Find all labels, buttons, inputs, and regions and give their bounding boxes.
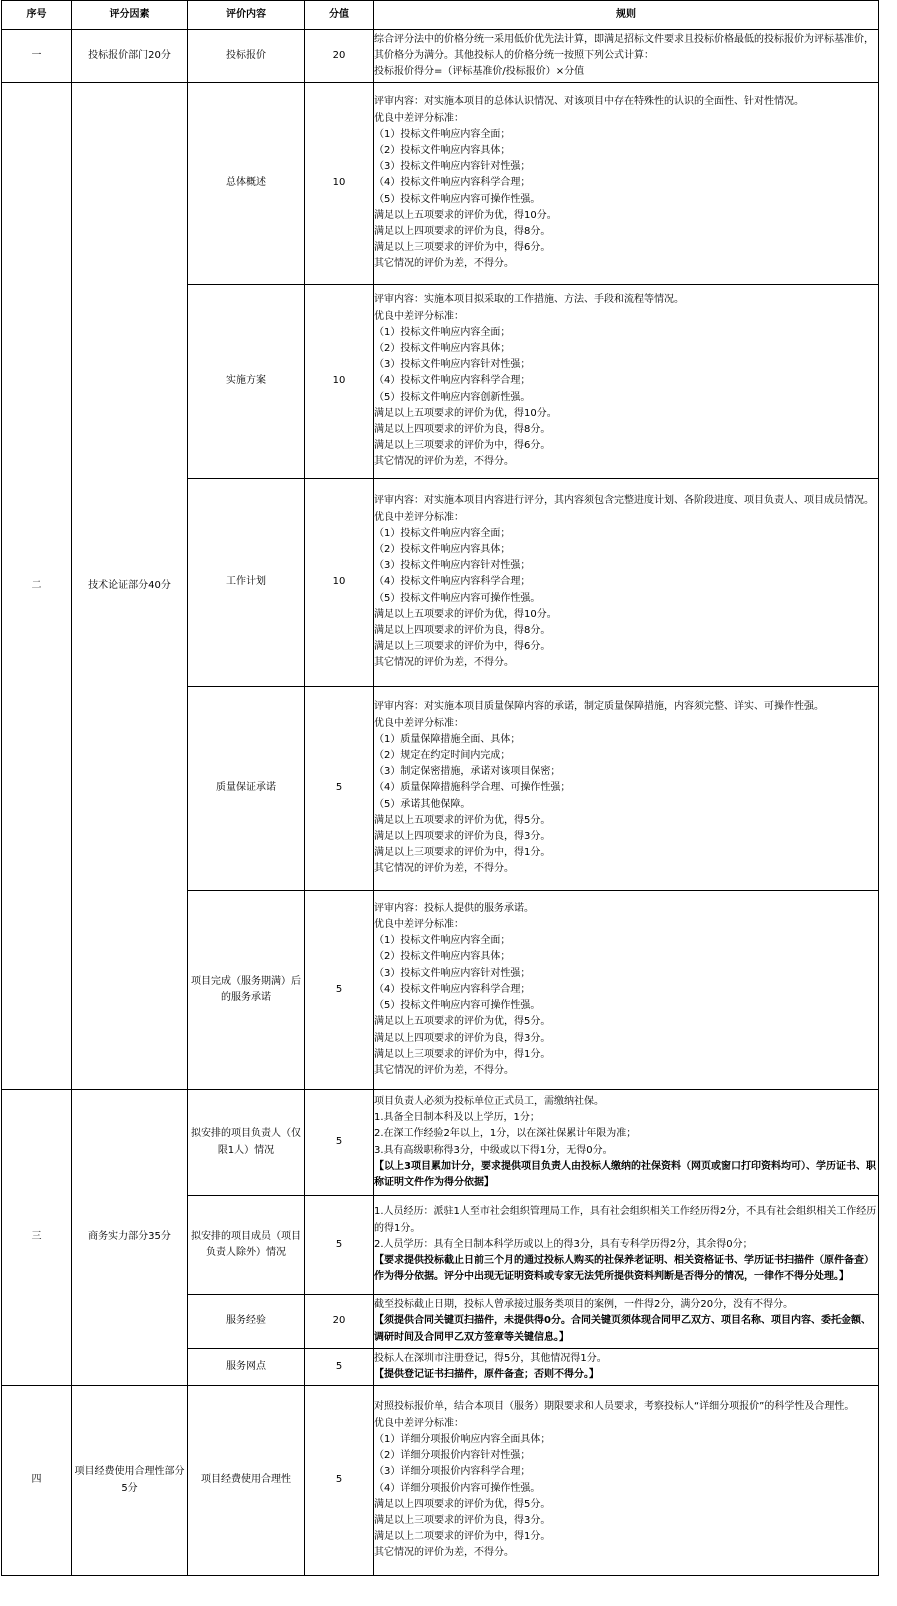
rule-line: （4）投标文件响应内容科学合理； [374, 983, 531, 995]
rule-line: （1）质量保障措施全面、具体； [374, 733, 521, 745]
score-value: 10 [305, 285, 374, 479]
rules-cell [374, 30, 879, 83]
rule-line: 满足以上四项要求的评价为优，得5分。 [374, 1498, 551, 1510]
table-row [2, 1386, 879, 1576]
evaluation-content: 项目完成（服务期满）后的服务承诺 [188, 891, 305, 1090]
rule-line: 评审内容：实施本项目拟采取的工作措施、方法、手段和流程等情况。 [374, 294, 684, 306]
rule-line: 满足以上三项要求的评价为中，得1分。 [374, 1048, 551, 1060]
rule-line: 其它情况的评价为差，不得分。 [374, 1064, 514, 1076]
section-number: 二 [2, 83, 72, 1090]
rule-line: 满足以上三项要求的评价为中，得6分。 [374, 440, 551, 452]
rule-line: （5）投标文件响应内容创新性强。 [374, 391, 531, 403]
rules-cell [374, 1196, 879, 1295]
rule-line: （2）规定在约定时间内完成； [374, 749, 511, 761]
rule-line: （1）详细分项报价响应内容全面具体； [374, 1433, 551, 1445]
rule-line: 评审内容：投标人提供的服务承诺。 [374, 902, 534, 914]
rule-line: 评审内容：对实施本项目的总体认识情况、对该项目中存在特殊性的认识的全面性、针对性情况。 [374, 96, 804, 108]
rule-line: 其它情况的评价为差，不得分。 [374, 863, 514, 875]
rule-line: 满足以上五项要求的评价为优，得10分。 [374, 608, 557, 620]
evaluation-content: 投标报价 [188, 30, 305, 83]
evaluation-content: 项目经费使用合理性 [188, 1386, 305, 1576]
score-value: 10 [305, 479, 374, 687]
rule-line: （1）投标文件响应内容全面； [374, 128, 511, 140]
rule-line: 满足以上二项要求的评价为中，得1分。 [374, 1531, 551, 1543]
rule-line: 【须提供合同关键页扫描件，未提供得0分。合同关键页须体现合同甲乙双方、项目名称、项目内容、委托金额、调研时间及合同甲乙双方签章等关键信息。】 [374, 1315, 871, 1343]
rule-line: 满足以上三项要求的评价为中，得1分。 [374, 847, 551, 859]
scoring-factor: 技术论证部分40分 [72, 83, 188, 1090]
score-value: 20 [305, 1295, 374, 1349]
evaluation-content: 总体概述 [188, 83, 305, 285]
score-value: 10 [305, 83, 374, 285]
rule-line: （3）投标文件响应内容针对性强； [374, 359, 531, 371]
rule-line: 截至投标截止日期，投标人曾承接过服务类项目的案例，一件得2分，满分20分，没有不得分。 [374, 1299, 794, 1311]
rule-line: 投标人在深圳市注册登记，得5分，其他情况得1分。 [374, 1352, 607, 1364]
rule-line: 综合评分法中的价格分统一采用低价优先法计算，即满足招标文件要求且投标价格最低的投标报价为评标基准价，其价格分为满分。其他投标人的价格分统一按照下列公式计算： [374, 33, 874, 61]
scoring-factor: 投标报价部门20分 [72, 30, 188, 83]
rule-line: （5）投标文件响应内容可操作性强。 [374, 1000, 541, 1012]
rule-line: （4）详细分项报价内容可操作性强。 [374, 1482, 541, 1494]
rule-line: （3）投标文件响应内容针对性强； [374, 161, 531, 173]
scoring-factor: 项目经费使用合理性部分5分 [72, 1386, 188, 1576]
rule-line: （1）投标文件响应内容全面； [374, 326, 511, 338]
rule-line: （2）详细分项报价内容针对性强； [374, 1450, 531, 1462]
evaluation-content: 工作计划 [188, 479, 305, 687]
section-number: 四 [2, 1386, 72, 1576]
score-value: 5 [305, 891, 374, 1090]
rule-line: （2）投标文件响应内容具体； [374, 543, 511, 555]
rule-line: 优良中差评分标准： [374, 112, 464, 124]
rule-line: 满足以上四项要求的评价为良，得3分。 [374, 1032, 551, 1044]
rule-line: （2）投标文件响应内容具体； [374, 144, 511, 156]
rule-line: 满足以上三项要求的评价为中，得6分。 [374, 641, 551, 653]
rules-cell [374, 285, 879, 479]
rule-line: 优良中差评分标准： [374, 919, 464, 931]
rule-line: 评审内容：对实施本项目质量保障内容的承诺，制定质量保障措施，内容须完整、详实、可操作性强。 [374, 701, 824, 713]
rule-line: （5）承诺其他保障。 [374, 798, 471, 810]
header-factor: 评分因素 [72, 1, 188, 30]
rule-line: （2）投标文件响应内容具体； [374, 951, 511, 963]
rules-cell [374, 83, 879, 285]
rule-line: 满足以上四项要求的评价为良，得3分。 [374, 831, 551, 842]
rule-line: （3）制定保密措施，承诺对该项目保密； [374, 766, 561, 778]
section-number: 三 [2, 1090, 72, 1386]
evaluation-content: 质量保证承诺 [188, 687, 305, 891]
evaluation-content: 服务网点 [188, 1349, 305, 1386]
rule-line: 3.具有高级职称得3分，中级或以下得1分，无得0分。 [374, 1144, 613, 1156]
rule-line: 满足以上五项要求的评价为优，得10分。 [374, 407, 557, 419]
score-value: 20 [305, 30, 374, 83]
rule-line: 2.人员学历：具有全日制本科学历或以上的得3分，具有专科学历得2分，其余得0分； [374, 1238, 753, 1250]
rule-line: 1.具备全日制本科及以上学历，1分； [374, 1112, 540, 1124]
rules-cell [374, 1090, 879, 1196]
header-no: 序号 [2, 1, 72, 30]
rule-line: 满足以上五项要求的评价为优，得5分。 [374, 814, 551, 826]
header-row [2, 1, 879, 30]
rule-line: 【提供登记证书扫描件，原件备查；否则不得分。】 [374, 1369, 599, 1380]
rule-line: 优良中差评分标准： [374, 1417, 464, 1429]
rule-line: （2）投标文件响应内容具体； [374, 342, 511, 354]
rule-line: 投标报价得分=（评标基准价/投标报价）×分值 [374, 66, 585, 78]
rules-cell [374, 1295, 879, 1349]
score-value: 5 [305, 1196, 374, 1295]
rule-line: （1）投标文件响应内容全面； [374, 527, 511, 539]
table-row [2, 1090, 879, 1196]
scoring-table [1, 0, 879, 1576]
rule-line: （5）投标文件响应内容可操作性强。 [374, 193, 541, 205]
rules-cell [374, 687, 879, 891]
rule-line: 对照投标报价单，结合本项目（服务）期限要求和人员要求，考察投标人“详细分项报价”的科学性及合理性。 [374, 1401, 855, 1413]
rule-line: 2.在深工作经验2年以上，1分，以在深社保累计年限为准； [374, 1128, 637, 1140]
rule-line: （4）质量保障措施科学合理、可操作性强； [374, 782, 571, 794]
rule-line: （3）投标文件响应内容针对性强； [374, 560, 531, 572]
score-value: 5 [305, 1090, 374, 1196]
header-score: 分值 [305, 1, 374, 30]
score-value: 5 [305, 687, 374, 891]
rule-line: （5）投标文件响应内容可操作性强。 [374, 592, 541, 604]
rule-line: 项目负责人必须为投标单位正式员工，需缴纳社保。 [374, 1095, 604, 1107]
rule-line: 满足以上四项要求的评价为良，得8分。 [374, 625, 551, 636]
evaluation-content: 拟安排的项目成员（项目负责人除外）情况 [188, 1196, 305, 1295]
header-content: 评价内容 [188, 1, 305, 30]
rule-line: （4）投标文件响应内容科学合理； [374, 576, 531, 588]
rule-line: 满足以上四项要求的评价为良，得8分。 [374, 226, 551, 237]
rule-line: 满足以上五项要求的评价为优，得10分。 [374, 209, 557, 221]
rule-line: 满足以上四项要求的评价为良，得8分。 [374, 424, 551, 435]
rule-line: 满足以上三项要求的评价为中，得6分。 [374, 242, 551, 254]
table-row [2, 30, 879, 83]
rule-line: 满足以上三项要求的评价为良，得3分。 [374, 1514, 551, 1526]
rule-line: 优良中差评分标准： [374, 511, 464, 523]
rules-cell [374, 891, 879, 1090]
rules-cell [374, 1349, 879, 1386]
rule-line: 【以上3项目累加计分，要求提供项目负责人由投标人缴纳的社保资料（网页或窗口打印资料均可）、学历证书、职称证明文件作为得分依据】 [374, 1160, 876, 1188]
rule-line: （3）投标文件响应内容针对性强； [374, 967, 531, 979]
rule-line: 1.人员经历：派驻1人至市社会组织管理局工作，具有社会组织相关工作经历得2分，不具有社会组织相关工作经历的得1分。 [374, 1206, 877, 1234]
rules-cell [374, 1386, 879, 1576]
evaluation-content: 实施方案 [188, 285, 305, 479]
score-value: 5 [305, 1349, 374, 1386]
section-number: 一 [2, 30, 72, 83]
rule-line: 评审内容：对实施本项目内容进行评分，其内容须包含完整进度计划、各阶段进度、项目负责人、项目成员情况。 [374, 495, 874, 507]
rule-line: （3）详细分项报价内容科学合理； [374, 1466, 531, 1478]
header-rules: 规则 [374, 1, 879, 30]
evaluation-content: 服务经验 [188, 1295, 305, 1349]
rule-line: 其它情况的评价为差，不得分。 [374, 456, 514, 468]
rule-line: 【要求提供投标截止日前三个月的通过投标人购买的社保养老证明、相关资格证书、学历证书扫描件（原件备查）作为得分依据。评分中出现无证明资料或专家无法凭所提供资料判断是否得分的情况，一律作不得分处理。】 [374, 1255, 874, 1283]
rule-line: （4）投标文件响应内容科学合理； [374, 177, 531, 189]
rule-line: 其它情况的评价为差，不得分。 [374, 258, 514, 270]
rule-line: 优良中差评分标准： [374, 310, 464, 322]
rule-line: 优良中差评分标准： [374, 717, 464, 729]
rules-cell [374, 479, 879, 687]
scoring-factor: 商务实力部分35分 [72, 1090, 188, 1386]
evaluation-content: 拟安排的项目负责人（仅限1人）情况 [188, 1090, 305, 1196]
rule-line: 其它情况的评价为差，不得分。 [374, 657, 514, 669]
rule-line: 其它情况的评价为差，不得分。 [374, 1547, 514, 1559]
rule-line: （1）投标文件响应内容全面； [374, 935, 511, 947]
table-row [2, 83, 879, 285]
rule-line: 满足以上五项要求的评价为优，得5分。 [374, 1016, 551, 1028]
rule-line: （4）投标文件响应内容科学合理； [374, 375, 531, 387]
score-value: 5 [305, 1386, 374, 1576]
